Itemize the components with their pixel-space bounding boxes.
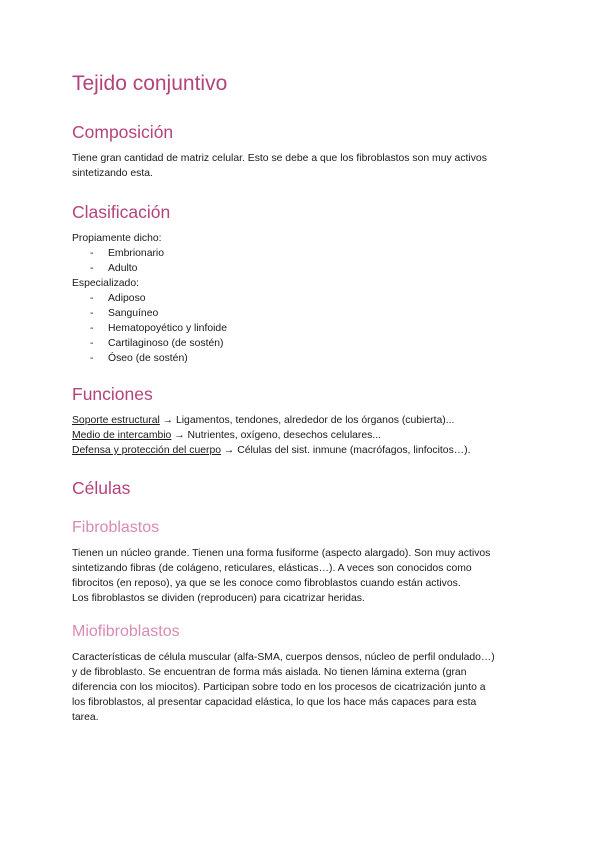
paragraph-miofibroblastos xyxy=(72,650,532,725)
list-item xyxy=(72,351,532,366)
heading-composicion: Composición xyxy=(72,122,174,142)
text-line: diferencia con los miocitos). Participan sobre todo en los procesos de cicatrización junto a xyxy=(72,682,486,693)
list-item-text: Sanguíneo xyxy=(108,308,159,319)
text-line: sintetizando esta. xyxy=(72,168,153,179)
bullet-dash: - xyxy=(90,293,94,304)
funcion-term: Defensa y protección del cuerpo xyxy=(72,445,222,456)
funcion-row xyxy=(72,428,532,443)
funcion-desc: → Células del sist. inmune (macrófagos, linfocitos…). xyxy=(221,445,471,456)
text-line: los fibroblastos, al presentar capacidad elástica, lo que los hace más capaces para esta xyxy=(72,697,477,708)
bullet-dash: - xyxy=(90,338,94,349)
funcion-term: Medio de intercambio xyxy=(72,430,172,441)
list-item xyxy=(72,261,532,276)
list-item xyxy=(72,306,532,321)
bullet-dash: - xyxy=(90,308,94,319)
list-item xyxy=(72,291,532,306)
text-line: Tienen un núcleo grande. Tienen una forma fusiforme (aspecto alargado). Son muy activos xyxy=(72,548,491,559)
text-line: sintetizando fibras (de colágeno, reticulares, elásticas…). A veces son conocidos como xyxy=(72,563,472,574)
heading-celulas: Células xyxy=(72,478,131,498)
heading-fibroblastos: Fibroblastos xyxy=(72,519,160,536)
funcion-term: Soporte estructural xyxy=(72,415,160,426)
list-item xyxy=(72,246,532,261)
heading-clasificacion: Clasificación xyxy=(72,202,171,222)
page-title: Tejido conjuntivo xyxy=(72,72,228,95)
paragraph-fibroblastos xyxy=(72,546,532,606)
list-label-especializado: Especializado: xyxy=(72,278,140,289)
funcion-desc: → Nutrientes, oxígeno, desechos celulares... xyxy=(171,430,381,441)
list-clasificacion xyxy=(72,231,532,366)
list-item-text: Hematopoyético y linfoide xyxy=(108,323,227,334)
heading-funciones: Funciones xyxy=(72,384,153,404)
list-item xyxy=(72,321,532,336)
funcion-desc: → Ligamentos, tendones, alrededor de los órganos (cubierta)... xyxy=(159,415,455,426)
text-line: Tiene gran cantidad de matriz celular. Esto se debe a que los fibroblastos son muy activos xyxy=(72,153,487,164)
bullet-dash: - xyxy=(90,248,94,259)
text-line: Características de célula muscular (alfa-SMA, cuerpos densos, núcleo de perfil ondulado…) xyxy=(72,652,495,663)
list-label-propiamente: Propiamente dicho: xyxy=(72,233,162,244)
text-line: fibrocitos (en reposo), ya que se les conoce como fibroblastos cuando están activos. xyxy=(72,578,461,589)
funcion-row xyxy=(72,443,532,458)
list-item-text: Óseo (de sostén) xyxy=(108,353,188,364)
list-item-text: Adulto xyxy=(108,263,138,274)
list-item-text: Adiposo xyxy=(108,293,146,304)
text-line: tarea. xyxy=(72,712,99,723)
list-item-text: Cartilaginoso (de sostén) xyxy=(108,338,224,349)
text-line: Los fibroblastos se dividen (reproducen) para cicatrizar heridas. xyxy=(72,593,365,604)
heading-miofibroblastos: Miofibroblastos xyxy=(72,623,180,640)
text-line: y de fibroblasto. Se encuentran de forma más aislada. No tienen lámina externa (gran xyxy=(72,667,467,678)
paragraph-composicion xyxy=(72,151,532,181)
list-item-text: Embrionario xyxy=(108,248,165,259)
bullet-dash: - xyxy=(90,353,94,364)
bullet-dash: - xyxy=(90,263,94,274)
list-item xyxy=(72,336,532,351)
funcion-row xyxy=(72,413,532,428)
bullet-dash: - xyxy=(90,323,94,334)
list-funciones xyxy=(72,413,532,458)
